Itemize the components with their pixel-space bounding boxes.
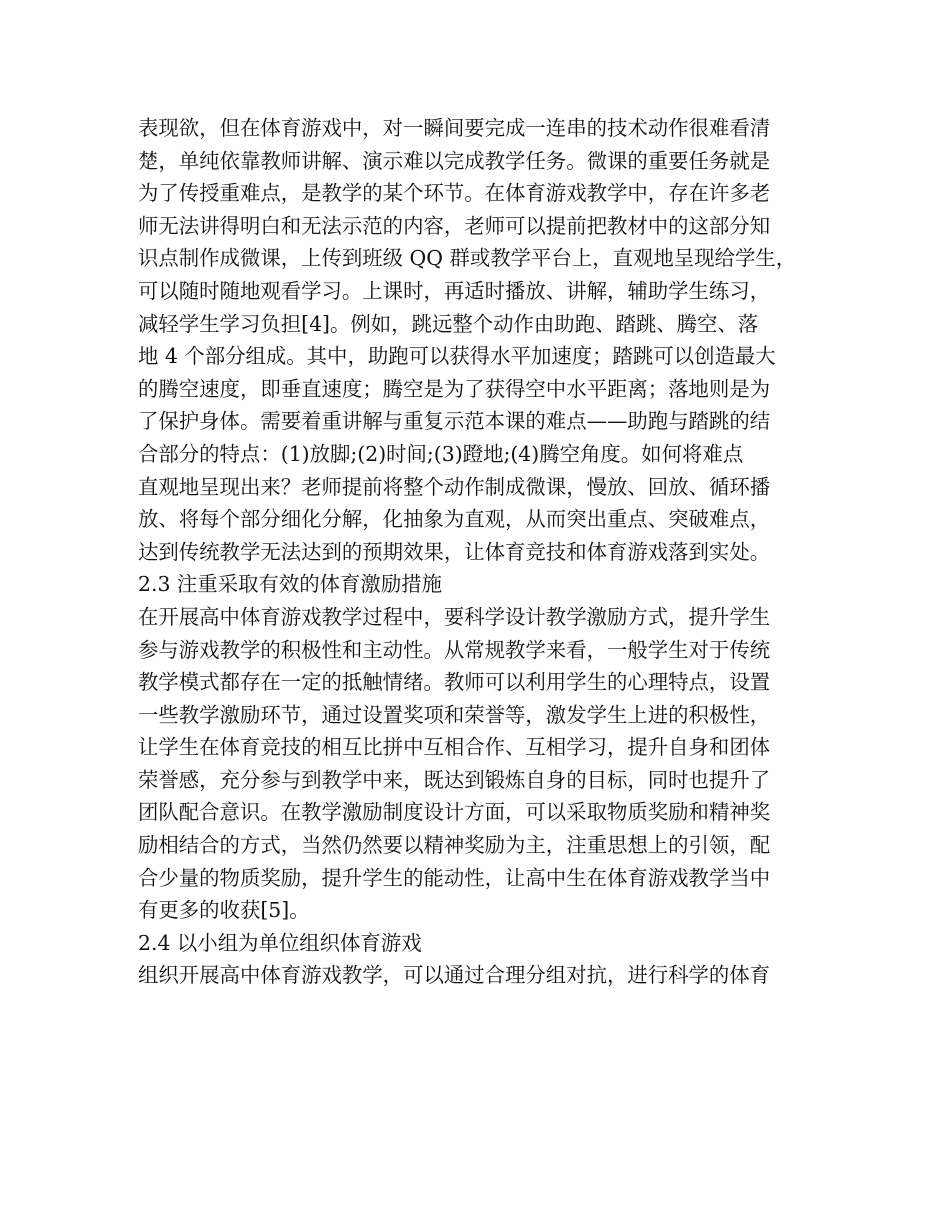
- paragraph-line: 可以随时随地观看学习。上课时，再适时播放、讲解，辅助学生练习，: [138, 278, 771, 303]
- paragraph-line: 组织开展高中体育游戏教学，可以通过合理分组对抗，进行科学的体育: [138, 963, 771, 988]
- paragraph-line: 一些教学激励环节，通过设置奖项和荣誉等，激发学生上进的积极性，: [138, 702, 771, 727]
- paragraph-line: 合少量的物质奖励，提升学生的能动性，让高中生在体育游戏教学当中: [138, 865, 771, 890]
- paragraph-line: 的腾空速度，即垂直速度；腾空是为了获得空中水平距离；落地则是为: [138, 376, 771, 401]
- paragraph-line: 放、将每个部分细化分解，化抽象为直观，从而突出重点、突破难点，: [138, 507, 771, 532]
- body-text: [138, 112, 818, 992]
- paragraph-line: 为了传授重难点，是教学的某个环节。在体育游戏教学中，存在许多老: [138, 181, 771, 206]
- paragraph-line: 在开展高中体育游戏教学过程中，要科学设计教学激励方式，提升学生: [138, 604, 771, 629]
- paragraph-line: 教学模式都存在一定的抵触情绪。教师可以利用学生的心理特点，设置: [138, 670, 771, 695]
- paragraph-line: 师无法讲得明白和无法示范的内容，老师可以提前把教材中的这部分知: [138, 213, 771, 238]
- paragraph-line: 励相结合的方式，当然仍然要以精神奖励为主，注重思想上的引领，配: [138, 833, 771, 858]
- paragraph-line: 减轻学生学习负担[4]。例如，跳远整个动作由助跑、踏跳、腾空、落: [138, 311, 759, 336]
- paragraph-line: 达到传统教学无法达到的预期效果，让体育竞技和体育游戏落到实处。: [138, 539, 771, 564]
- paragraph-line: 团队配合意识。在教学激励制度设计方面，可以采取物质奖励和精神奖: [138, 800, 771, 825]
- paragraph-line: 楚，单纯依靠教师讲解、演示难以完成教学任务。微课的重要任务就是: [138, 148, 771, 173]
- paragraph-line: 荣誉感，充分参与到教学中来，既达到锻炼自身的目标，同时也提升了: [138, 767, 771, 792]
- paragraph-line: 有更多的收获[5]。: [138, 898, 310, 923]
- paragraph-line: 直观地呈现出来？老师提前将整个动作制成微课，慢放、回放、循环播: [138, 474, 771, 499]
- paragraph-line: 参与游戏教学的积极性和主动性。从常规教学来看，一般学生对于传统: [138, 637, 771, 662]
- section-heading-2-3: 2.3 注重采取有效的体育激励措施: [138, 572, 442, 597]
- section-heading-2-4: 2.4 以小组为单位组织体育游戏: [138, 930, 422, 955]
- paragraph-line: 地 4 个部分组成。其中，助跑可以获得水平加速度；踏跳可以创造最大: [138, 344, 776, 369]
- paragraph-line: 表现欲，但在体育游戏中，对一瞬间要完成一连串的技术动作很难看清: [138, 116, 771, 140]
- paragraph-line: 了保护身体。需要着重讲解与重复示范本课的难点——助跑与踏跳的结: [138, 409, 771, 434]
- paragraph-line: 合部分的特点：(1)放脚;(2)时间;(3)蹬地;(4)腾空角度。如何将难点: [138, 441, 744, 466]
- paragraph-line: 识点制作成微课，上传到班级 QQ 群或教学平台上，直观地呈现给学生，: [138, 246, 797, 271]
- paragraph-line: 让学生在体育竞技的相互比拼中互相合作、互相学习，提升自身和团体: [138, 735, 771, 760]
